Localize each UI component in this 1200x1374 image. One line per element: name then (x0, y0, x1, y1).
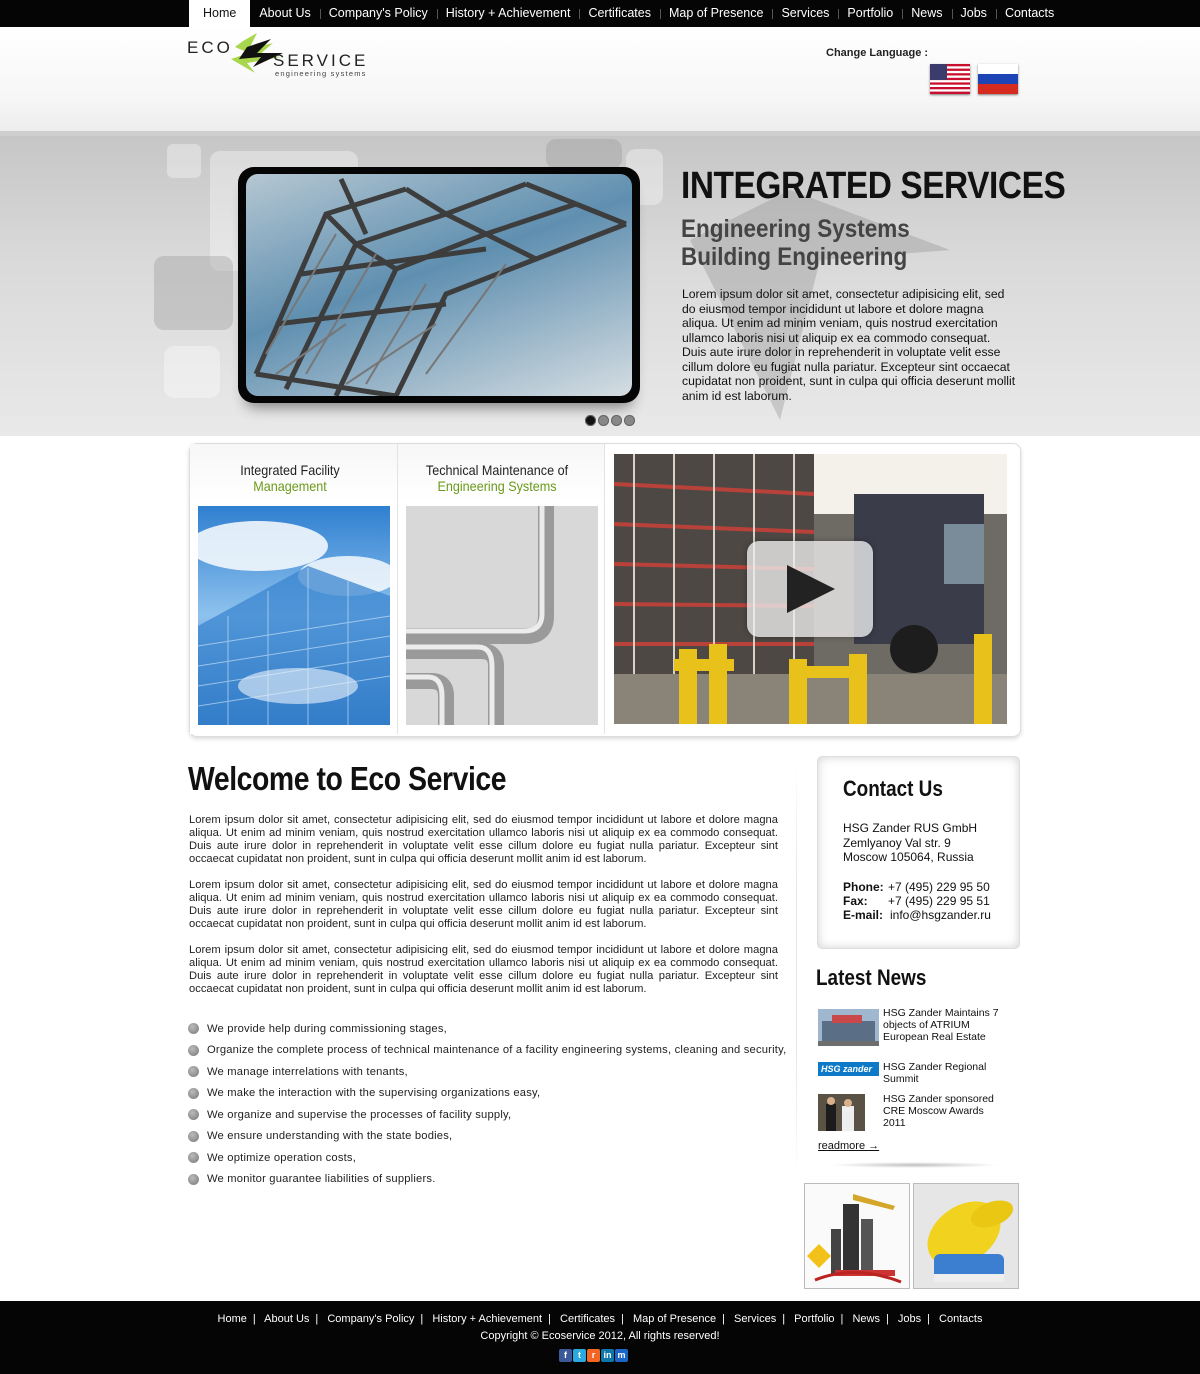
slider-dot-2[interactable] (598, 415, 609, 426)
footer-link-home[interactable]: Home (217, 1313, 247, 1325)
nav-item-news[interactable]: News (902, 0, 951, 27)
ru-flag-icon[interactable] (978, 64, 1018, 94)
decor-square (546, 139, 622, 169)
facility-building-image[interactable] (198, 506, 390, 725)
nav-item-certificates[interactable]: Certificates (579, 0, 660, 27)
fax-label: Fax: (843, 894, 868, 908)
email-link[interactable]: info@hsgzander.ru (890, 908, 991, 922)
bullet-icon (188, 1066, 199, 1077)
nav-item-map-of-presence[interactable]: Map of Presence (660, 0, 773, 27)
list-item-text: We optimize operation costs, (207, 1151, 357, 1164)
list-item (188, 1147, 786, 1169)
slider-dot-4[interactable] (624, 415, 635, 426)
contact-street: Zemlyanoy Val str. 9 (843, 836, 951, 850)
fax-value: +7 (495) 229 95 51 (888, 894, 990, 908)
feature-title-line1: Integrated Facility (240, 462, 340, 478)
logo-graphic (187, 33, 387, 79)
feature-title-line1: Technical Maintenance of (425, 462, 569, 478)
bullet-icon (188, 1174, 199, 1185)
phone-value[interactable]: +7 (495) 229 95 50 (888, 880, 990, 894)
footer-navigation (0, 1313, 1200, 1325)
list-item-text: Organize the complete process of technical maintenance of a facility engineering systems, cleaning and security, (207, 1044, 787, 1057)
news-item-3[interactable]: HSG Zander sponsored CRE Moscow Awards 2011 (883, 1093, 994, 1129)
contact-phone (843, 880, 990, 894)
footer-separator: | (315, 1313, 319, 1325)
ru-flag-graphic (978, 64, 1018, 94)
footer-separator: | (840, 1313, 844, 1325)
footer-separator: | (885, 1313, 889, 1325)
feature-title-maintenance[interactable] (408, 462, 586, 494)
nav-item-company-policy[interactable]: Company's Policy (320, 0, 437, 27)
mall-building-graphic (818, 1009, 879, 1046)
intro-paragraph-3: Lorem ipsum dolor sit amet, consectetur adipisicing elit, sed do eiusmod tempor incididunt ut labore et dolore magna aliqua. Ut enim ad minim veniam, quis nostrud exercitation ullamco laboris nisi ut aliquip ex ea commodo consequat. Duis aute irure dolor in reprehenderit in voluptate velit esse cillum dolore eu fugiat nulla pariatur. Excepteur sint occaecat cupidatat non proident, sunt in culpa qui officia deserunt mollit anim id est laborum. (189, 944, 778, 995)
news-thumb-awards[interactable] (818, 1094, 865, 1131)
hsg-logo-text: HSG zander (821, 1064, 873, 1074)
list-item (188, 1018, 786, 1040)
hero-title: INTEGRATED SERVICES (681, 165, 1066, 207)
decor-square (154, 256, 233, 330)
facebook-icon[interactable]: f (559, 1349, 572, 1362)
list-item (188, 1169, 786, 1191)
nav-item-portfolio[interactable]: Portfolio (838, 0, 902, 27)
hero-subtitle-1: Engineering Systems (681, 215, 910, 243)
services-list (188, 1018, 786, 1190)
list-item-text: We monitor guarantee liabilities of suppliers. (207, 1173, 436, 1186)
footer-link-jobs[interactable]: Jobs (897, 1313, 922, 1325)
pipes-image[interactable] (406, 506, 598, 725)
decor-square (167, 144, 201, 178)
construction-art-graphic (805, 1184, 909, 1288)
twitter-icon[interactable]: t (573, 1349, 586, 1362)
phone-label: Phone: (843, 880, 884, 894)
us-flag-icon[interactable] (930, 64, 970, 94)
footer-link-portfolio[interactable]: Portfolio (794, 1313, 835, 1325)
awards-photo-graphic (818, 1094, 865, 1131)
nav-item-jobs[interactable]: Jobs (952, 0, 996, 27)
cleaning-glove-graphic (914, 1184, 1018, 1288)
svg-text:SERVICE: SERVICE (273, 51, 369, 70)
nav-item-about-us[interactable]: About Us (259, 6, 311, 20)
contact-city: Moscow 105064, Russia (843, 850, 974, 864)
top-menu (189, 0, 1063, 27)
svg-text:engineering systems: engineering systems (275, 69, 367, 78)
footer-link-map-of-presence[interactable]: Map of Presence (632, 1313, 717, 1325)
linkedin-icon[interactable]: in (601, 1349, 614, 1362)
contact-fax (843, 894, 990, 908)
change-language-label: Change Language : (826, 47, 929, 59)
footer-link-history[interactable]: History + Achievement (432, 1313, 543, 1325)
sidebar-divider (796, 760, 797, 1180)
footer-separator: | (927, 1313, 930, 1325)
nav-item-services[interactable]: Services (772, 0, 838, 27)
nav-item-contacts[interactable]: Contacts (996, 0, 1063, 27)
site-header (0, 27, 1200, 136)
promo-cleaning-image[interactable] (913, 1183, 1019, 1289)
intro-paragraph-1: Lorem ipsum dolor sit amet, consectetur adipisicing elit, sed do eiusmod tempor incididunt ut labore et dolore magna aliqua. Ut enim ad minim veniam, quis nostrud exercitation ullamco laboris nisi ut aliquip ex ea commodo consequat. Duis aute irure dolor in reprehenderit in voluptate velit esse cillum dolore eu fugiat nulla pariatur. Excepteur sint occaecat cupidatat non proident, sunt in culpa qui officia deserunt mollit anim id est laborum. (189, 814, 778, 865)
news-shadow (830, 1162, 1000, 1168)
us-flag-graphic (930, 64, 970, 94)
top-navigation (0, 0, 1200, 27)
footer-link-contacts[interactable]: Contacts (939, 1313, 983, 1325)
email-label: E-mail: (843, 908, 884, 922)
bullet-icon (188, 1152, 199, 1163)
footer-link-services[interactable]: Services (734, 1313, 777, 1325)
list-item-text: We ensure understanding with the state bodies, (207, 1130, 453, 1143)
copyright-text: Copyright © Ecoservice 2012, All rights reserved! (480, 1330, 720, 1342)
list-item (188, 1040, 786, 1062)
list-item-text: We provide help during commissioning stages, (207, 1022, 447, 1035)
news-item-1[interactable]: HSG Zander Maintains 7 objects of ATRIUM European Real Estate (883, 1007, 999, 1043)
contact-email (843, 908, 991, 922)
news-thumb-hsg-logo[interactable] (818, 1062, 879, 1076)
slide-image (246, 174, 632, 396)
news-thumb-atrium[interactable] (818, 1009, 879, 1046)
list-item (188, 1083, 786, 1105)
pipes-graphic (406, 506, 598, 725)
footer-separator: | (548, 1313, 551, 1325)
footer-separator: | (621, 1313, 624, 1325)
list-item (188, 1126, 786, 1148)
nav-item-history[interactable]: History + Achievement (437, 0, 580, 27)
social-icons (559, 1349, 628, 1362)
svg-text:ECO: ECO (187, 38, 233, 57)
myspace-icon[interactable]: m (615, 1349, 628, 1362)
play-icon (747, 541, 873, 637)
site-logo[interactable] (187, 33, 387, 79)
footer-link-company-policy[interactable]: Company's Policy (327, 1313, 415, 1325)
bullet-icon (188, 1131, 199, 1142)
bullet-icon (188, 1109, 199, 1120)
list-item-text: We make the interaction with the supervising organizations easy, (207, 1087, 541, 1100)
feature-title-line2: Management (253, 478, 327, 494)
slider-dot-3[interactable] (611, 415, 622, 426)
bullet-icon (188, 1088, 199, 1099)
footer-separator: | (722, 1313, 725, 1325)
slider-dot-1[interactable] (585, 415, 596, 426)
feature-title-facility[interactable] (200, 462, 380, 494)
video-play-button[interactable] (747, 541, 873, 637)
list-item (188, 1061, 786, 1083)
glass-building-graphic (198, 506, 390, 725)
bullet-icon (188, 1023, 199, 1034)
hero-subtitle-2: Building Engineering (681, 243, 908, 271)
list-item-text: We organize and supervise the processes of facility supply, (207, 1108, 512, 1121)
news-item-2[interactable]: HSG Zander Regional Summit (883, 1061, 987, 1085)
readmore-link[interactable]: readmore → (818, 1140, 880, 1152)
footer-link-news[interactable]: News (852, 1313, 880, 1325)
footer-link-certificates[interactable]: Certificates (560, 1313, 616, 1325)
footer-link-about-us[interactable]: About Us (264, 1313, 310, 1325)
contact-company: HSG Zander RUS GmbH (843, 821, 978, 835)
decor-square (164, 346, 220, 398)
bullet-icon (188, 1045, 199, 1056)
hero-description: Lorem ipsum dolor sit amet, consectetur adipisicing elit, sed do eiusmod tempor incididunt ut labore et dolore magna aliqua. Ut enim ad minim veniam, quis nostrud exercitation ullamco laboris nisi ut aliquip ex ea commodo consequat. Duis aute irure dolor in reprehenderit in voluptate velit esse cillum dolore eu fugiat nulla pariatur. Excepteur sint occaecat cupidatat non proident, sunt in culpa qui officia deserunt mollit anim id est laborum. (682, 287, 1016, 403)
feature-title-line2: Engineering Systems (437, 478, 557, 494)
contact-title: Contact Us (843, 776, 943, 801)
footer-separator: | (420, 1313, 424, 1325)
list-item (188, 1104, 786, 1126)
page-title: Welcome to Eco Service (188, 760, 507, 797)
rss-icon[interactable]: r (587, 1349, 600, 1362)
promo-construction-image[interactable] (804, 1183, 910, 1289)
list-item-text: We manage interrelations with tenants, (207, 1065, 408, 1078)
latest-news-title: Latest News (816, 965, 927, 990)
steel-structure-image (246, 174, 632, 396)
intro-paragraph-2: Lorem ipsum dolor sit amet, consectetur adipisicing elit, sed do eiusmod tempor incididunt ut labore et dolore magna aliqua. Ut enim ad minim veniam, quis nostrud exercitation ullamco laboris nisi ut aliquip ex ea commodo consequat. Duis aute irure dolor in reprehenderit in voluptate velit esse cillum dolore eu fugiat nulla pariatur. Excepteur sint occaecat cupidatat non proident, sunt in culpa qui officia deserunt mollit anim id est laborum. (189, 879, 778, 930)
footer-separator: | (252, 1313, 256, 1325)
footer-separator: | (782, 1313, 786, 1325)
nav-item-home[interactable]: Home (189, 0, 250, 27)
